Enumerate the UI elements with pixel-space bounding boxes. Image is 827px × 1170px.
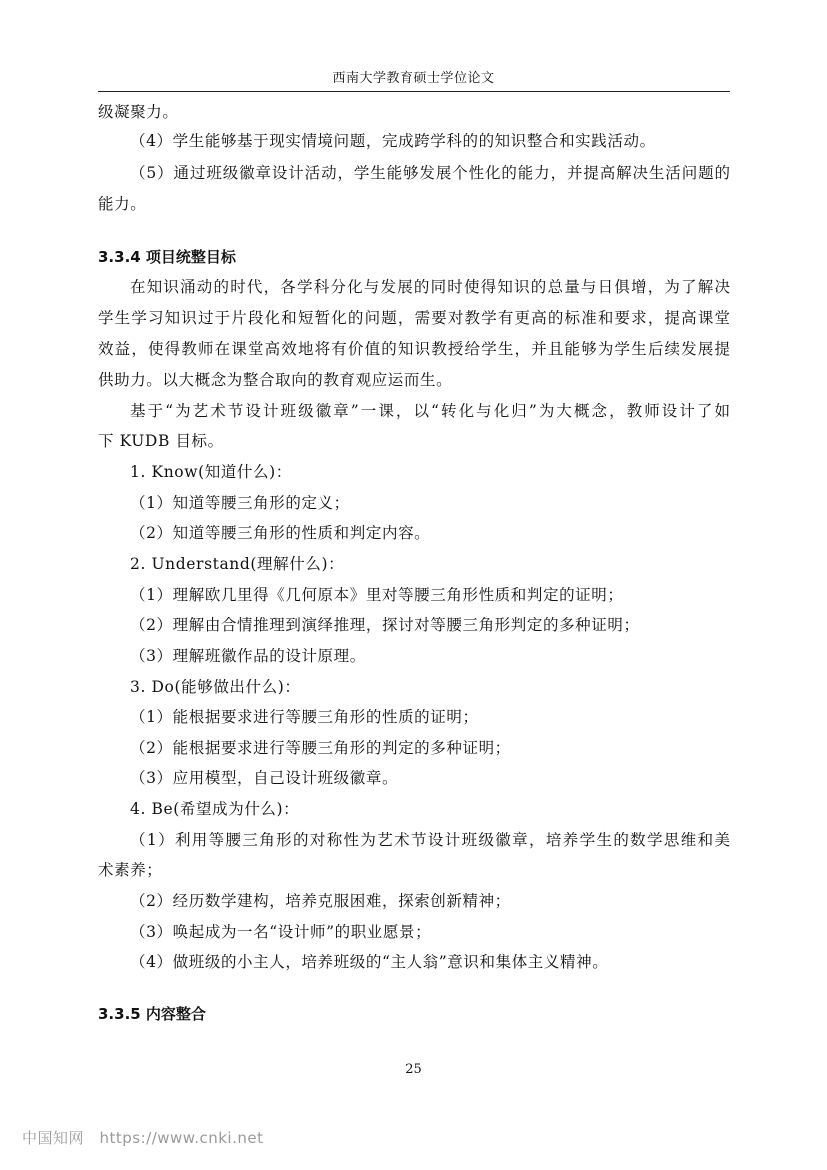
section-heading-3-3-5: 3.3.5 内容整合 xyxy=(98,1005,206,1023)
section-heading-3-3-4: 3.3.4 项目统整目标 xyxy=(98,248,236,266)
list-item: （2）知道等腰三角形的性质和判定内容。 xyxy=(130,524,431,542)
paragraph-line: 级凝聚力。 xyxy=(98,103,179,121)
cnki-watermark: 中国知网 https://www.cnki.net xyxy=(22,1129,264,1147)
page-number: 25 xyxy=(405,1062,422,1077)
paragraph-line: 供助力。以大概念为整合取向的教育观应运而生。 xyxy=(98,371,453,389)
list-item: （2）理解由合情推理到演绎推理，探讨对等腰三角形判定的多种证明； xyxy=(130,616,640,634)
list-item: （5）通过班级徽章设计活动，学生能够发展个性化的能力，并提高解决生活问题的 xyxy=(130,164,730,182)
list-item: （1）能根据要求进行等腰三角形的性质的证明； xyxy=(130,708,479,726)
list-item-continuation: 术素养； xyxy=(98,861,163,879)
list-heading-be: 4. Be(希望成为什么)： xyxy=(130,800,300,818)
paragraph-line: 效益，使得教师在课堂高效地将有价值的知识教授给学生，并且能够为学生后续发展提 xyxy=(98,340,730,358)
list-heading-do: 3. Do(能够做出什么)： xyxy=(130,678,301,696)
list-item: （3）应用模型，自己设计班级徽章。 xyxy=(130,769,399,787)
list-item: （3）理解班徽作品的设计原理。 xyxy=(130,647,366,665)
list-item: （1）利用等腰三角形的对称性为艺术节设计班级徽章，培养学生的数学思维和美 xyxy=(130,831,730,849)
list-item: （2）能根据要求进行等腰三角形的判定的多种证明； xyxy=(130,739,511,757)
list-item: （1）知道等腰三角形的定义； xyxy=(130,494,350,512)
list-item: （4）学生能够基于现实情境问题，完成跨学科的的知识整合和实践活动。 xyxy=(130,132,656,150)
list-item: （1）理解欧几里得《几何原本》里对等腰三角形性质和判定的证明； xyxy=(130,586,624,604)
paragraph-line: 基于“为艺术节设计班级徽章”一课，以“转化与化归”为大概念，教师设计了如 xyxy=(130,402,730,420)
paragraph-line: 下 KUDB 目标。 xyxy=(98,432,224,450)
header-rule xyxy=(98,91,730,92)
list-item: （3）唤起成为一名“设计师”的职业愿景； xyxy=(130,923,432,941)
list-item: （4）做班级的小主人，培养班级的“主人翁”意识和集体主义精神。 xyxy=(130,953,609,971)
paragraph-line: 学生学习知识过于片段化和短暂化的问题，需要对教学有更高的标准和要求，提高课堂 xyxy=(98,309,730,327)
list-heading-understand: 2. Understand(理解什么)： xyxy=(130,555,345,573)
list-item: （2）经历数学建构，培养克服困难，探索创新精神； xyxy=(130,892,511,910)
running-header: 西南大学教育硕士学位论文 xyxy=(332,71,495,86)
paragraph-line: 在知识涌动的时代，各学科分化与发展的同时使得知识的总量与日俱增，为了解决 xyxy=(130,278,730,296)
paragraph-line: 能力。 xyxy=(98,195,147,213)
list-heading-know: 1. Know(知道什么)： xyxy=(130,463,292,481)
